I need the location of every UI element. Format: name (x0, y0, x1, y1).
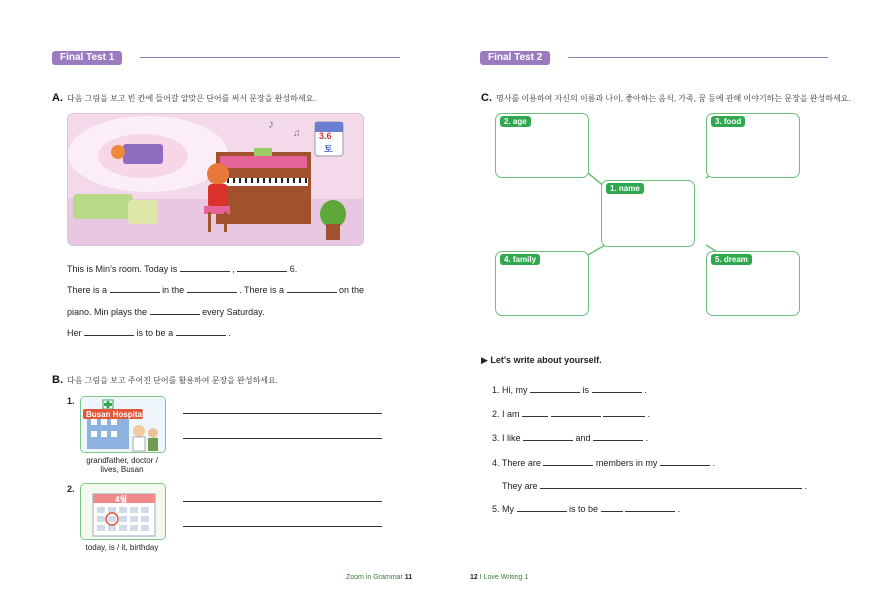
answer-blank[interactable] (625, 502, 675, 512)
answer-blank[interactable] (593, 431, 643, 441)
write-heading: ▶ Let's write about yourself. (481, 355, 602, 365)
section-b-letter: B. (52, 374, 63, 386)
answer-blank[interactable] (180, 262, 230, 272)
sentence-line-3: piano. Min plays the every Saturday. (67, 307, 265, 317)
item-1-number: 1. (67, 396, 75, 406)
family-label: 4. family (500, 254, 540, 265)
sentence-line-4: Her is to be a . (67, 328, 231, 338)
answer-blank[interactable] (601, 502, 623, 512)
answer-blank[interactable] (84, 326, 134, 336)
calendar-day: 토 (324, 144, 333, 154)
section-a-letter: A. (52, 92, 63, 104)
answer-blank[interactable] (551, 407, 601, 417)
mind-map-box-family[interactable] (495, 251, 589, 316)
header-rule (568, 57, 828, 58)
section-b-instruction: 다음 그림을 보고 주어진 단어를 활용하여 문장을 완성하세요. (67, 376, 278, 385)
final-test-2-header: Final Test 2 (480, 51, 550, 65)
write-line-3: 3. I like and . (492, 433, 649, 443)
answer-blank[interactable] (660, 456, 710, 466)
answer-blank[interactable] (592, 383, 642, 393)
svg-text:♪: ♪ (268, 117, 274, 131)
answer-blank[interactable] (517, 502, 567, 512)
writing-line[interactable] (183, 501, 382, 502)
mind-map-box-food[interactable] (706, 113, 800, 178)
svg-text:♫: ♫ (293, 128, 301, 139)
item-2-caption: today, is / it, birthday (85, 543, 159, 552)
write-line-5: 5. My is to be . (492, 504, 681, 514)
section-c-heading (481, 92, 851, 104)
food-label: 3. food (711, 116, 745, 127)
sentence-line-1: This is Min’s room. Today is , 6. (67, 264, 298, 274)
write-line-2: 2. I am . (492, 409, 651, 419)
answer-blank[interactable] (150, 305, 200, 315)
writing-line[interactable] (183, 413, 382, 414)
answer-blank[interactable] (603, 407, 645, 417)
write-line-4-continued: They are . (502, 481, 808, 491)
writing-line[interactable] (183, 526, 382, 527)
answer-blank[interactable] (237, 262, 287, 272)
final-test-1-header: Final Test 1 (52, 51, 122, 65)
answer-blank[interactable] (543, 456, 593, 466)
answer-blank[interactable] (540, 479, 802, 489)
age-label: 2. age (500, 116, 531, 127)
writing-line[interactable] (183, 438, 382, 439)
answer-blank[interactable] (187, 283, 237, 293)
mind-map-box-name[interactable] (601, 180, 695, 247)
section-a-instruction: 다음 그림을 보고 빈 칸에 들어갈 알맞은 단어를 써서 문장을 완성하세요. (67, 94, 316, 103)
write-line-4: 4. There are members in my . (492, 458, 715, 468)
name-label: 1. name (606, 183, 644, 194)
section-b-heading (52, 374, 278, 386)
answer-blank[interactable] (176, 326, 226, 336)
min-room-illustration (67, 113, 364, 246)
answer-blank[interactable] (110, 283, 160, 293)
mind-map-box-dream[interactable] (706, 251, 800, 316)
calendar-month: 4월 (115, 495, 128, 504)
answer-blank[interactable] (287, 283, 337, 293)
mind-map-box-age[interactable] (495, 113, 589, 178)
write-line-1: 1. Hi, my is . (492, 385, 647, 395)
sentence-line-2: There is a in the . There is a on the (67, 285, 365, 295)
right-footer: 12 I Love Writing 1 (470, 574, 529, 581)
section-c-instruction: 명사를 이용하여 자신의 이름과 나이, 좋아하는 음식, 가족, 꿈 등에 관해 이야기하는 문장을 완성하세요. (496, 94, 851, 103)
dream-label: 5. dream (711, 254, 752, 265)
birthday-calendar-image (80, 483, 166, 540)
section-c-letter: C. (481, 92, 492, 104)
item-1-caption: grandfather, doctor / lives, Busan (86, 456, 158, 474)
calendar-date: 3.6 (319, 131, 332, 141)
answer-blank[interactable] (522, 407, 548, 417)
left-footer: Zoom in Grammar 11 (346, 574, 413, 581)
hospital-sign: Busan Hospital (86, 410, 145, 419)
section-a-heading (52, 92, 316, 104)
answer-blank[interactable] (523, 431, 573, 441)
header-rule (140, 57, 400, 58)
item-2-number: 2. (67, 484, 75, 494)
busan-hospital-image (80, 396, 166, 453)
answer-blank[interactable] (530, 383, 580, 393)
